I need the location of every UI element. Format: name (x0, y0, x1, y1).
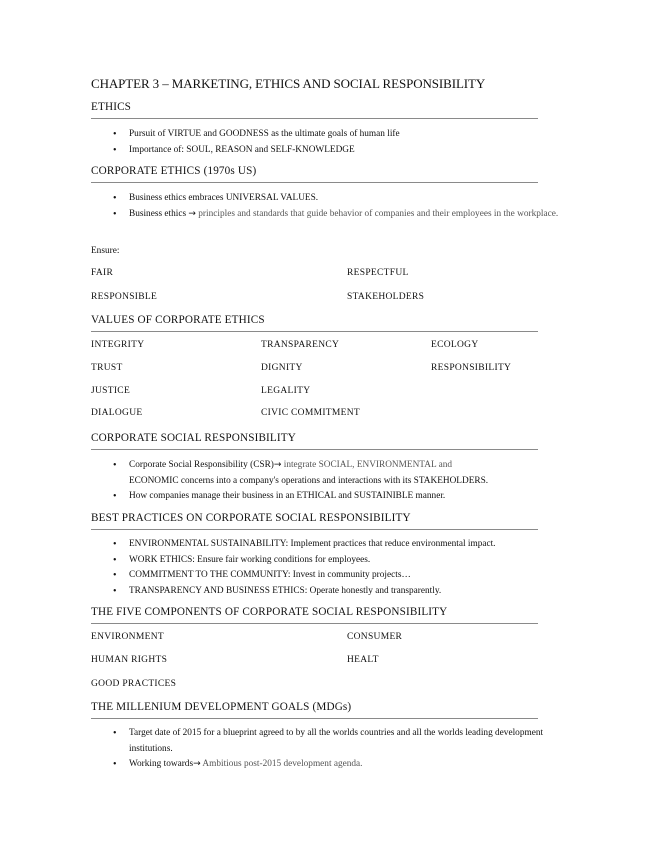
value-item: JUSTICE (91, 386, 131, 396)
bullet-item: • How companies manage their business in an ETHICAL and SUSTAINIBLE manner. (91, 489, 561, 505)
arrow-icon: → (193, 759, 201, 769)
best-practices-bullets (91, 537, 561, 599)
heading-rule (91, 118, 538, 119)
arrow-icon: → (188, 208, 196, 219)
bullet-muted-text: integrate SOCIAL, ENVIRONMENTAL and (281, 460, 453, 470)
component-item: GOOD PRACTICES (91, 679, 177, 689)
bullet-text: Working towards (129, 759, 194, 769)
value-item: DIALOGUE (91, 408, 143, 418)
bullet-item: • Pursuit of VIRTUE and GOODNESS as the ultimate goals of human life (91, 127, 561, 143)
component-item: CONSUMER (347, 632, 403, 642)
heading-text: ETHICS (91, 101, 132, 113)
heading-rule (91, 182, 538, 183)
ensure-label: Ensure: (91, 246, 120, 256)
section-heading-ethics (91, 101, 538, 113)
mdg-bullets (91, 726, 561, 773)
value-item: LEGALITY (261, 386, 311, 396)
heading-text: THE FIVE COMPONENTS OF CORPORATE SOCIAL RESPONSIBILITY (91, 606, 448, 618)
bullet-text: Business ethics (129, 208, 189, 219)
bullet-item: • TRANSPARENCY AND BUSINESS ETHICS: Operate honestly and transparently. (91, 584, 561, 600)
heading-rule (91, 331, 538, 332)
section-heading-best-practices (91, 512, 538, 524)
ethics-bullets (91, 127, 561, 158)
heading-text: VALUES OF CORPORATE ETHICS (91, 314, 265, 326)
heading-text: CORPORATE ETHICS (1970s US) (91, 165, 257, 177)
value-item: DIGNITY (261, 363, 303, 373)
component-item: ENVIRONMENT (91, 632, 164, 642)
bullet-item (91, 207, 561, 223)
ensure-item: RESPECTFUL (347, 268, 409, 278)
value-item: TRANSPARENCY (261, 340, 340, 350)
heading-rule (91, 718, 538, 719)
heading-rule (91, 529, 538, 530)
value-item: TRUST (91, 363, 123, 373)
section-heading-five-components (91, 606, 538, 618)
bullet-muted-text: principles and standards that guide behavior of companies and their employees in the workplace. (198, 208, 559, 219)
document-title: CHAPTER 3 – MARKETING, ETHICS AND SOCIAL RESPONSIBILITY (91, 76, 486, 91)
bullet-item: • COMMITMENT TO THE COMMUNITY: Invest in community projects… (91, 568, 561, 584)
component-item: HEALT (347, 655, 379, 665)
heading-rule (91, 623, 538, 624)
csr-bullets (91, 458, 561, 505)
bullet-item (91, 458, 561, 489)
value-item: ECOLOGY (431, 340, 479, 350)
heading-text: BEST PRACTICES ON CORPORATE SOCIAL RESPONSIBILITY (91, 512, 411, 524)
heading-text: CORPORATE SOCIAL RESPONSIBILITY (91, 432, 297, 444)
corporate-ethics-bullets (91, 191, 561, 222)
heading-text: THE MILLENIUM DEVELOPMENT GOALS (MDGs) (91, 701, 352, 713)
ensure-item: STAKEHOLDERS (347, 292, 425, 302)
bullet-item: • Target date of 2015 for a blueprint agreed to by all the worlds countries and all the worlds leading development institutions. (91, 726, 561, 757)
component-item: HUMAN RIGHTS (91, 655, 168, 665)
section-heading-mdgs (91, 701, 538, 713)
bullet-item (91, 757, 561, 773)
section-heading-csr (91, 432, 538, 444)
value-item: CIVIC COMMITMENT (261, 408, 361, 418)
arrow-icon: → (273, 460, 282, 470)
bullet-item: • ENVIRONMENTAL SUSTAINABILITY: Implement practices that reduce environmental impact. (91, 537, 561, 553)
section-heading-values (91, 314, 538, 326)
bullet-muted-text: Ambitious post-2015 development agenda. (200, 759, 363, 769)
bullet-item: • WORK ETHICS: Ensure fair working conditions for employees. (91, 553, 561, 569)
ensure-item: RESPONSIBLE (91, 292, 158, 302)
bullet-text: ECONOMIC concerns into a company's operations and interactions with its STAKEHOLDERS. (129, 475, 489, 486)
ensure-item: FAIR (91, 268, 114, 278)
section-heading-corporate-ethics (91, 165, 538, 177)
value-item: RESPONSIBILITY (431, 363, 512, 373)
bullet-text: Corporate Social Responsibility (CSR) (129, 460, 274, 470)
value-item: INTEGRITY (91, 340, 145, 350)
bullet-item: • Business ethics embraces UNIVERSAL VALUES. (91, 191, 561, 207)
heading-rule (91, 449, 538, 450)
bullet-item: • Importance of: SOUL, REASON and SELF-KNOWLEDGE (91, 143, 561, 159)
